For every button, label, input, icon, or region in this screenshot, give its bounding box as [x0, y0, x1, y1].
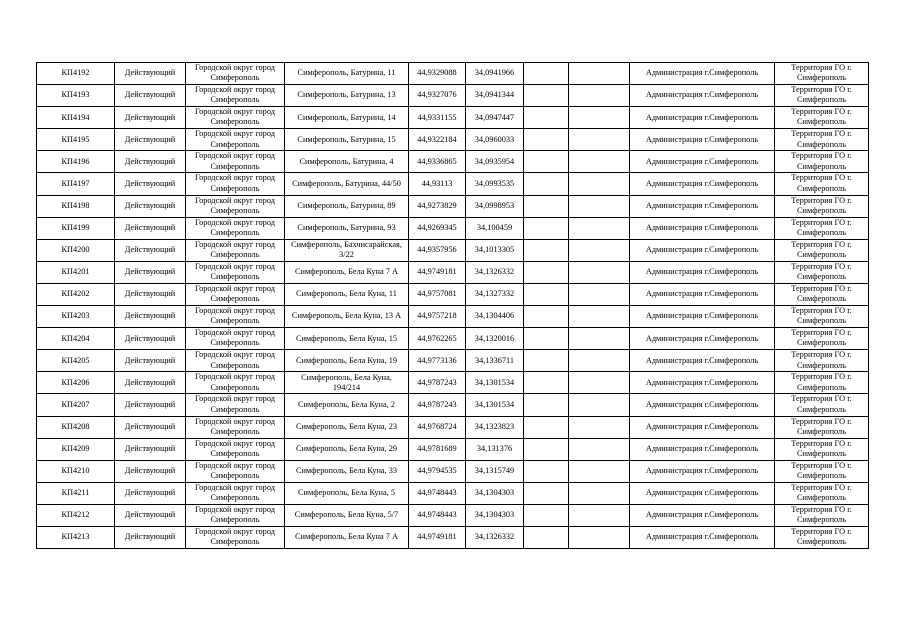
- longitude-cell: 34,0993535: [466, 173, 524, 195]
- table-row: [37, 416, 869, 438]
- address-cell: Симферополь, Батурина, 15: [285, 129, 409, 151]
- address-cell: Симферополь, Бела Куна 7 А: [285, 526, 409, 548]
- status-cell: Действующий: [115, 261, 186, 283]
- table-row: [37, 306, 869, 328]
- empty-cell: [524, 63, 569, 85]
- longitude-cell: 34,1323823: [466, 416, 524, 438]
- empty-cell: [524, 217, 569, 239]
- owner-cell: Администрация г.Симферополь: [630, 328, 775, 350]
- table-row: [37, 63, 869, 85]
- address-cell: Симферополь, Бела Куна, 29: [285, 438, 409, 460]
- status-cell: Действующий: [115, 372, 186, 394]
- municipality-cell: Городской округ город Симферополь: [186, 173, 285, 195]
- status-cell: Действующий: [115, 526, 186, 548]
- municipality-cell: Городской округ город Симферополь: [186, 283, 285, 305]
- latitude-cell: 44,9781689: [409, 438, 466, 460]
- status-cell: Действующий: [115, 217, 186, 239]
- address-cell: Симферополь, Батурина, 11: [285, 63, 409, 85]
- empty-cell: [569, 107, 630, 129]
- point-code-cell: КП4196: [37, 151, 115, 173]
- empty-cell: [569, 306, 630, 328]
- owner-cell: Администрация г.Симферополь: [630, 416, 775, 438]
- empty-cell: [524, 283, 569, 305]
- owner-cell: Администрация г.Симферополь: [630, 526, 775, 548]
- territory-cell: Территория ГО г. Симферополь: [775, 460, 869, 482]
- longitude-cell: 34,1320016: [466, 328, 524, 350]
- latitude-cell: 44,9762265: [409, 328, 466, 350]
- latitude-cell: 44,9329088: [409, 63, 466, 85]
- longitude-cell: 34,0960033: [466, 129, 524, 151]
- table-row: [37, 151, 869, 173]
- longitude-cell: 34,0941344: [466, 85, 524, 107]
- table-row: [37, 328, 869, 350]
- latitude-cell: 44,9768724: [409, 416, 466, 438]
- status-cell: Действующий: [115, 460, 186, 482]
- latitude-cell: 44,9357956: [409, 239, 466, 261]
- empty-cell: [569, 195, 630, 217]
- point-code-cell: КП4211: [37, 482, 115, 504]
- status-cell: Действующий: [115, 504, 186, 526]
- municipality-cell: Городской округ город Симферополь: [186, 195, 285, 217]
- territory-cell: Территория ГО г. Симферополь: [775, 394, 869, 416]
- point-code-cell: КП4202: [37, 283, 115, 305]
- latitude-cell: 44,9773136: [409, 350, 466, 372]
- owner-cell: Администрация г.Симферополь: [630, 504, 775, 526]
- empty-cell: [524, 438, 569, 460]
- address-cell: Симферополь, Бела Куна, 33: [285, 460, 409, 482]
- empty-cell: [524, 85, 569, 107]
- longitude-cell: 34,1304406: [466, 306, 524, 328]
- empty-cell: [524, 482, 569, 504]
- address-cell: Симферополь, Бела Куна, 13 А: [285, 306, 409, 328]
- table-row: [37, 261, 869, 283]
- address-cell: Симферополь, Бела Куна 7 А: [285, 261, 409, 283]
- longitude-cell: 34,131376: [466, 438, 524, 460]
- registry-table-body: [37, 63, 869, 549]
- status-cell: Действующий: [115, 438, 186, 460]
- address-cell: Симферополь, Бела Куна, 5/7: [285, 504, 409, 526]
- address-cell: Симферополь, Бела Куна, 2: [285, 394, 409, 416]
- municipality-cell: Городской округ город Симферополь: [186, 85, 285, 107]
- territory-cell: Территория ГО г. Симферополь: [775, 482, 869, 504]
- empty-cell: [524, 416, 569, 438]
- longitude-cell: 34,100459: [466, 217, 524, 239]
- status-cell: Действующий: [115, 416, 186, 438]
- territory-cell: Территория ГО г. Симферополь: [775, 504, 869, 526]
- latitude-cell: 44,9757218: [409, 306, 466, 328]
- status-cell: Действующий: [115, 129, 186, 151]
- municipality-cell: Городской округ город Симферополь: [186, 482, 285, 504]
- address-cell: Симферополь, Бела Куна, 11: [285, 283, 409, 305]
- table-row: [37, 504, 869, 526]
- empty-cell: [524, 372, 569, 394]
- empty-cell: [524, 526, 569, 548]
- municipality-cell: Городской округ город Симферополь: [186, 460, 285, 482]
- address-cell: Симферополь, Батурина, 4: [285, 151, 409, 173]
- status-cell: Действующий: [115, 350, 186, 372]
- address-cell: Симферополь, Бахчисарайская, 3/22: [285, 239, 409, 261]
- longitude-cell: 34,0935954: [466, 151, 524, 173]
- owner-cell: Администрация г.Симферополь: [630, 129, 775, 151]
- owner-cell: Администрация г.Симферополь: [630, 394, 775, 416]
- latitude-cell: 44,9322184: [409, 129, 466, 151]
- status-cell: Действующий: [115, 107, 186, 129]
- municipality-cell: Городской округ город Симферополь: [186, 394, 285, 416]
- municipality-cell: Городской округ город Симферополь: [186, 129, 285, 151]
- latitude-cell: 44,9331155: [409, 107, 466, 129]
- longitude-cell: 34,1301534: [466, 394, 524, 416]
- status-cell: Действующий: [115, 306, 186, 328]
- empty-cell: [569, 372, 630, 394]
- table-row: [37, 350, 869, 372]
- empty-cell: [524, 239, 569, 261]
- territory-cell: Территория ГО г. Симферополь: [775, 63, 869, 85]
- longitude-cell: 34,1336711: [466, 350, 524, 372]
- owner-cell: Администрация г.Симферополь: [630, 239, 775, 261]
- longitude-cell: 34,1301534: [466, 372, 524, 394]
- address-cell: Симферополь, Батурина, 89: [285, 195, 409, 217]
- latitude-cell: 44,9327076: [409, 85, 466, 107]
- territory-cell: Территория ГО г. Симферополь: [775, 526, 869, 548]
- empty-cell: [524, 195, 569, 217]
- municipality-cell: Городской округ город Симферополь: [186, 438, 285, 460]
- status-cell: Действующий: [115, 173, 186, 195]
- point-code-cell: КП4204: [37, 328, 115, 350]
- owner-cell: Администрация г.Симферополь: [630, 482, 775, 504]
- empty-cell: [524, 306, 569, 328]
- latitude-cell: 44,9273829: [409, 195, 466, 217]
- point-code-cell: КП4207: [37, 394, 115, 416]
- status-cell: Действующий: [115, 85, 186, 107]
- longitude-cell: 34,1315749: [466, 460, 524, 482]
- empty-cell: [569, 63, 630, 85]
- municipality-cell: Городской округ город Симферополь: [186, 328, 285, 350]
- status-cell: Действующий: [115, 394, 186, 416]
- point-code-cell: КП4201: [37, 261, 115, 283]
- table-row: [37, 195, 869, 217]
- latitude-cell: 44,9269345: [409, 217, 466, 239]
- empty-cell: [569, 460, 630, 482]
- status-cell: Действующий: [115, 482, 186, 504]
- longitude-cell: 34,1326332: [466, 526, 524, 548]
- empty-cell: [569, 504, 630, 526]
- point-code-cell: КП4213: [37, 526, 115, 548]
- territory-cell: Территория ГО г. Симферополь: [775, 151, 869, 173]
- point-code-cell: КП4212: [37, 504, 115, 526]
- status-cell: Действующий: [115, 151, 186, 173]
- owner-cell: Администрация г.Симферополь: [630, 63, 775, 85]
- point-code-cell: КП4198: [37, 195, 115, 217]
- address-cell: Симферополь, Бела Куна, 5: [285, 482, 409, 504]
- table-row: [37, 85, 869, 107]
- address-cell: Симферополь, Батурина, 93: [285, 217, 409, 239]
- empty-cell: [569, 217, 630, 239]
- longitude-cell: 34,0941966: [466, 63, 524, 85]
- longitude-cell: 34,1327332: [466, 283, 524, 305]
- owner-cell: Администрация г.Симферополь: [630, 438, 775, 460]
- table-row: [37, 372, 869, 394]
- territory-cell: Территория ГО г. Симферополь: [775, 173, 869, 195]
- owner-cell: Администрация г.Симферополь: [630, 195, 775, 217]
- latitude-cell: 44,9336865: [409, 151, 466, 173]
- latitude-cell: 44,9787243: [409, 394, 466, 416]
- territory-cell: Территория ГО г. Симферополь: [775, 372, 869, 394]
- territory-cell: Территория ГО г. Симферополь: [775, 107, 869, 129]
- empty-cell: [569, 261, 630, 283]
- empty-cell: [569, 438, 630, 460]
- address-cell: Симферополь, Бела Куна, 15: [285, 328, 409, 350]
- point-code-cell: КП4193: [37, 85, 115, 107]
- point-code-cell: КП4203: [37, 306, 115, 328]
- point-code-cell: КП4208: [37, 416, 115, 438]
- latitude-cell: 44,9757081: [409, 283, 466, 305]
- table-row: [37, 239, 869, 261]
- territory-cell: Территория ГО г. Симферополь: [775, 350, 869, 372]
- address-cell: Симферополь, Батурина, 44/50: [285, 173, 409, 195]
- longitude-cell: 34,0947447: [466, 107, 524, 129]
- table-row: [37, 460, 869, 482]
- longitude-cell: 34,1304303: [466, 504, 524, 526]
- municipality-cell: Городской округ город Симферополь: [186, 306, 285, 328]
- longitude-cell: 34,1304303: [466, 482, 524, 504]
- empty-cell: [524, 261, 569, 283]
- address-cell: Симферополь, Бела Куна, 19: [285, 350, 409, 372]
- empty-cell: [569, 394, 630, 416]
- owner-cell: Администрация г.Симферополь: [630, 372, 775, 394]
- address-cell: Симферополь, Батурина, 14: [285, 107, 409, 129]
- status-cell: Действующий: [115, 328, 186, 350]
- territory-cell: Территория ГО г. Симферополь: [775, 129, 869, 151]
- empty-cell: [569, 173, 630, 195]
- municipality-cell: Городской округ город Симферополь: [186, 107, 285, 129]
- territory-cell: Территория ГО г. Симферополь: [775, 328, 869, 350]
- municipality-cell: Городской округ город Симферополь: [186, 151, 285, 173]
- longitude-cell: 34,0998953: [466, 195, 524, 217]
- table-row: [37, 394, 869, 416]
- address-cell: Симферополь, Батурина, 13: [285, 85, 409, 107]
- empty-cell: [569, 416, 630, 438]
- territory-cell: Территория ГО г. Симферополь: [775, 416, 869, 438]
- territory-cell: Территория ГО г. Симферополь: [775, 195, 869, 217]
- empty-cell: [524, 394, 569, 416]
- empty-cell: [569, 129, 630, 151]
- longitude-cell: 34,1013305: [466, 239, 524, 261]
- municipality-cell: Городской округ город Симферополь: [186, 239, 285, 261]
- empty-cell: [569, 239, 630, 261]
- point-code-cell: КП4195: [37, 129, 115, 151]
- owner-cell: Администрация г.Симферополь: [630, 217, 775, 239]
- point-code-cell: КП4205: [37, 350, 115, 372]
- empty-cell: [569, 482, 630, 504]
- status-cell: Действующий: [115, 239, 186, 261]
- municipality-cell: Городской округ город Симферополь: [186, 350, 285, 372]
- latitude-cell: 44,9748443: [409, 504, 466, 526]
- table-row: [37, 438, 869, 460]
- address-cell: Симферополь, Бела Куна, 23: [285, 416, 409, 438]
- owner-cell: Администрация г.Симферополь: [630, 107, 775, 129]
- municipality-cell: Городской округ город Симферополь: [186, 416, 285, 438]
- table-row: [37, 283, 869, 305]
- owner-cell: Администрация г.Симферополь: [630, 173, 775, 195]
- empty-cell: [569, 328, 630, 350]
- point-code-cell: КП4200: [37, 239, 115, 261]
- empty-cell: [569, 151, 630, 173]
- empty-cell: [524, 129, 569, 151]
- empty-cell: [524, 173, 569, 195]
- municipality-cell: Городской округ город Симферополь: [186, 217, 285, 239]
- empty-cell: [524, 328, 569, 350]
- empty-cell: [524, 460, 569, 482]
- latitude-cell: 44,9749181: [409, 526, 466, 548]
- owner-cell: Администрация г.Симферополь: [630, 306, 775, 328]
- empty-cell: [569, 85, 630, 107]
- owner-cell: Администрация г.Симферополь: [630, 283, 775, 305]
- point-code-cell: КП4197: [37, 173, 115, 195]
- empty-cell: [569, 283, 630, 305]
- point-code-cell: КП4206: [37, 372, 115, 394]
- point-code-cell: КП4209: [37, 438, 115, 460]
- address-cell: Симферополь, Бела Куна, 194/214: [285, 372, 409, 394]
- territory-cell: Территория ГО г. Симферополь: [775, 438, 869, 460]
- status-cell: Действующий: [115, 195, 186, 217]
- empty-cell: [524, 151, 569, 173]
- owner-cell: Администрация г.Симферополь: [630, 261, 775, 283]
- point-code-cell: КП4199: [37, 217, 115, 239]
- table-row: [37, 107, 869, 129]
- status-cell: Действующий: [115, 283, 186, 305]
- municipality-cell: Городской округ город Симферополь: [186, 504, 285, 526]
- point-code-cell: КП4210: [37, 460, 115, 482]
- empty-cell: [524, 107, 569, 129]
- owner-cell: Администрация г.Симферополь: [630, 85, 775, 107]
- empty-cell: [569, 350, 630, 372]
- table-row: [37, 173, 869, 195]
- table-row: [37, 129, 869, 151]
- empty-cell: [524, 504, 569, 526]
- territory-cell: Территория ГО г. Симферополь: [775, 85, 869, 107]
- territory-cell: Территория ГО г. Симферополь: [775, 306, 869, 328]
- owner-cell: Администрация г.Симферополь: [630, 151, 775, 173]
- territory-cell: Территория ГО г. Симферополь: [775, 217, 869, 239]
- latitude-cell: 44,9749181: [409, 261, 466, 283]
- status-cell: Действующий: [115, 63, 186, 85]
- municipality-cell: Городской округ город Симферополь: [186, 372, 285, 394]
- owner-cell: Администрация г.Симферополь: [630, 460, 775, 482]
- longitude-cell: 34,1326332: [466, 261, 524, 283]
- owner-cell: Администрация г.Симферополь: [630, 350, 775, 372]
- latitude-cell: 44,93113: [409, 173, 466, 195]
- territory-cell: Территория ГО г. Симферополь: [775, 261, 869, 283]
- latitude-cell: 44,9748443: [409, 482, 466, 504]
- point-code-cell: КП4192: [37, 63, 115, 85]
- empty-cell: [524, 350, 569, 372]
- table-row: [37, 217, 869, 239]
- territory-cell: Территория ГО г. Симферополь: [775, 239, 869, 261]
- registry-table: [36, 62, 869, 549]
- latitude-cell: 44,9794535: [409, 460, 466, 482]
- empty-cell: [569, 526, 630, 548]
- latitude-cell: 44,9787243: [409, 372, 466, 394]
- point-code-cell: КП4194: [37, 107, 115, 129]
- municipality-cell: Городской округ город Симферополь: [186, 526, 285, 548]
- municipality-cell: Городской округ город Симферополь: [186, 261, 285, 283]
- municipality-cell: Городской округ город Симферополь: [186, 63, 285, 85]
- territory-cell: Территория ГО г. Симферополь: [775, 283, 869, 305]
- table-row: [37, 482, 869, 504]
- table-row: [37, 526, 869, 548]
